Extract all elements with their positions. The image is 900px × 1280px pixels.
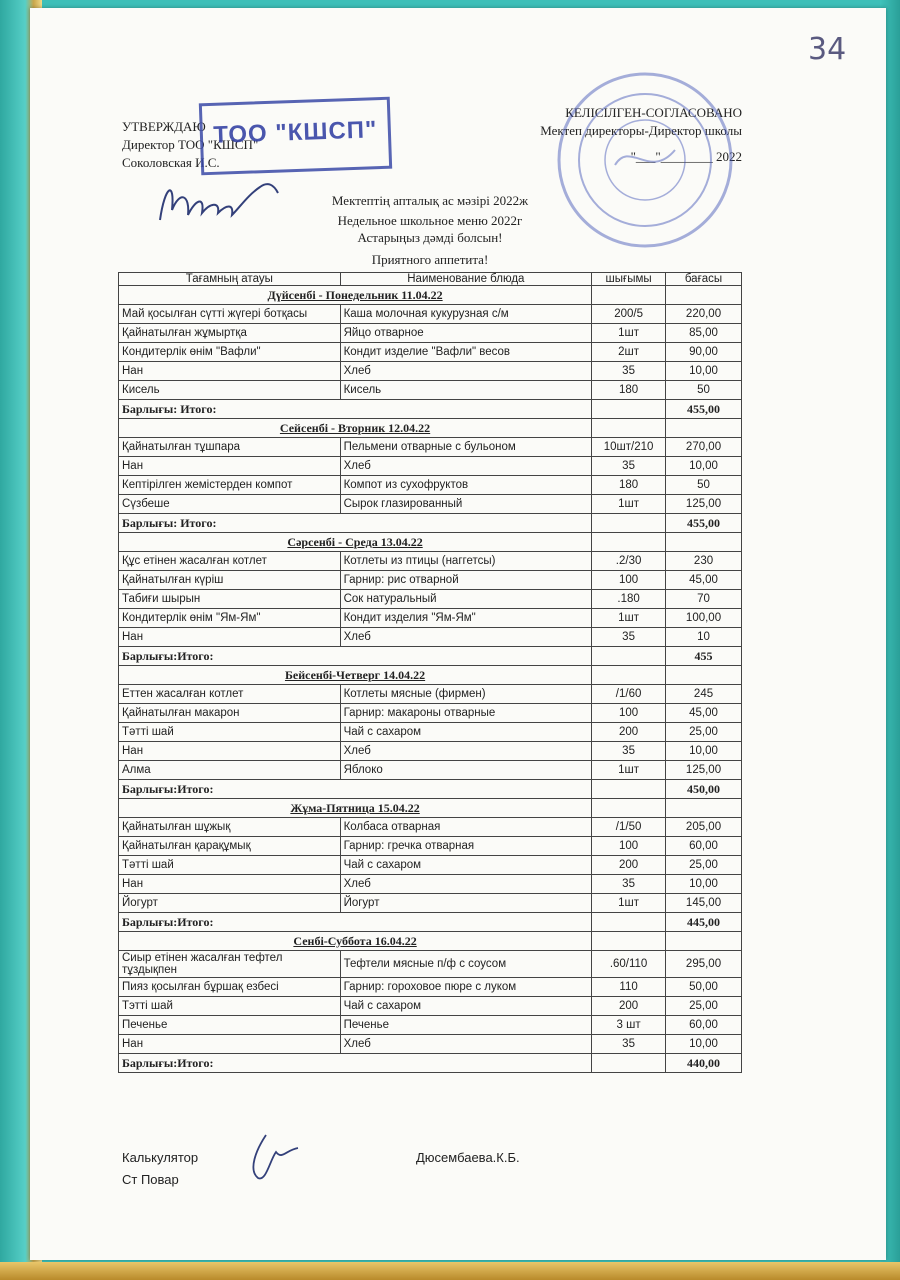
calc-label: Калькулятор — [122, 1150, 199, 1165]
dish-name-kz: Тәтті шай — [119, 723, 341, 742]
dish-price: 100,00 — [666, 609, 742, 628]
dish-name-kz: Кептірілген жемістерден компот — [119, 476, 341, 495]
empty-cell — [592, 1054, 666, 1073]
total-row — [119, 780, 742, 799]
dish-yield: 200 — [592, 997, 666, 1016]
header-name-ru: Наименование блюда — [340, 273, 592, 286]
table-row — [119, 761, 742, 780]
dish-price: 45,00 — [666, 704, 742, 723]
table-row — [119, 438, 742, 457]
dish-yield: 1шт — [592, 495, 666, 514]
dish-yield: 1шт — [592, 761, 666, 780]
dish-name-kz: Алма — [119, 761, 341, 780]
dish-price: 205,00 — [666, 818, 742, 837]
calc-name: Дюсембаева.К.Б. — [416, 1150, 520, 1165]
dish-name-ru: Хлеб — [340, 875, 592, 894]
table-row — [119, 476, 742, 495]
agreed-line-1: КЕЛІСІЛГЕН-СОГЛАСОВАНО — [565, 105, 742, 120]
table-row — [119, 685, 742, 704]
table-row — [119, 590, 742, 609]
dish-yield: 35 — [592, 362, 666, 381]
day-title: Сәрсенбі - Среда 13.04.22 — [119, 533, 592, 552]
empty-cell — [592, 780, 666, 799]
dish-name-ru: Кондит изделие "Вафли" весов — [340, 343, 592, 362]
approve-line-3: Соколовская И.С. — [122, 155, 220, 170]
dish-name-ru: Печенье — [340, 1016, 592, 1035]
dish-name-ru: Компот из сухофруктов — [340, 476, 592, 495]
day-header-row — [119, 666, 742, 685]
table-row — [119, 875, 742, 894]
table-header-row — [119, 273, 742, 286]
dish-yield: 200/5 — [592, 305, 666, 324]
dish-name-ru: Кисель — [340, 381, 592, 400]
dish-price: 270,00 — [666, 438, 742, 457]
dish-name-kz: Қайнатылған шұжық — [119, 818, 341, 837]
empty-cell — [666, 533, 742, 552]
dish-name-ru: Чай с сахаром — [340, 723, 592, 742]
dish-price: 125,00 — [666, 495, 742, 514]
frame-bottom — [0, 1262, 900, 1280]
day-header-row — [119, 533, 742, 552]
dish-yield: 35 — [592, 628, 666, 647]
dish-yield: .180 — [592, 590, 666, 609]
dish-name-kz: Йогурт — [119, 894, 341, 913]
wish-ru: Приятного аппетита! — [371, 252, 489, 267]
total-label: Барлығы:Итого: — [119, 647, 592, 666]
empty-cell — [666, 286, 742, 305]
table-row — [119, 381, 742, 400]
dish-name-ru: Хлеб — [340, 1035, 592, 1054]
approve-line-1: УТВЕРЖДАЮ — [122, 119, 206, 134]
dish-yield: .60/110 — [592, 951, 666, 978]
dish-name-kz: Қайнатылған макарон — [119, 704, 341, 723]
calculator-signature — [236, 1130, 306, 1185]
dish-yield: 100 — [592, 704, 666, 723]
menu-body — [119, 286, 742, 1073]
dish-name-ru: Хлеб — [340, 742, 592, 761]
total-value: 440,00 — [666, 1054, 742, 1073]
empty-cell — [666, 799, 742, 818]
empty-cell — [592, 932, 666, 951]
day-title: Сенбі-Суббота 16.04.22 — [119, 932, 592, 951]
agreed-line-3: "___"________ 2022 — [630, 149, 742, 164]
dish-name-ru: Тефтели мясные п/ф с соусом — [340, 951, 592, 978]
dish-name-kz: Қайнатылған тұшпара — [119, 438, 341, 457]
table-row — [119, 495, 742, 514]
day-header-row — [119, 932, 742, 951]
dish-price: 10,00 — [666, 875, 742, 894]
dish-name-kz: Нан — [119, 875, 341, 894]
dish-yield: /1/50 — [592, 818, 666, 837]
dish-name-kz: Печенье — [119, 1016, 341, 1035]
table-row — [119, 818, 742, 837]
table-row — [119, 457, 742, 476]
dish-yield: 35 — [592, 875, 666, 894]
dish-yield: 35 — [592, 742, 666, 761]
dish-name-kz: Қайнатылған қарақұмық — [119, 837, 341, 856]
dish-name-ru: Колбаса отварная — [340, 818, 592, 837]
dish-price: 220,00 — [666, 305, 742, 324]
dish-name-kz: Нан — [119, 742, 341, 761]
page-number: 34 — [808, 32, 847, 67]
empty-cell — [592, 799, 666, 818]
approve-line-2: Директор ТОО "КШСП" — [122, 137, 259, 152]
dish-price: 10,00 — [666, 742, 742, 761]
table-row — [119, 997, 742, 1016]
dish-yield: 180 — [592, 476, 666, 495]
dish-name-kz: Пияз қосылған бұршақ езбесі — [119, 978, 341, 997]
dish-name-kz: Сиыр етінен жасалған тефтел тұздықпен — [119, 951, 341, 978]
day-header-row — [119, 419, 742, 438]
dish-price: 145,00 — [666, 894, 742, 913]
total-label: Барлығы:Итого: — [119, 780, 592, 799]
dish-price: 70 — [666, 590, 742, 609]
total-row — [119, 913, 742, 932]
empty-cell — [592, 286, 666, 305]
total-value: 450,00 — [666, 780, 742, 799]
dish-name-kz: Нан — [119, 457, 341, 476]
dish-name-ru: Гарнир: рис отварной — [340, 571, 592, 590]
agreed-line-2: Мектеп директоры-Директор школы — [540, 123, 742, 138]
table-row — [119, 609, 742, 628]
dish-price: 60,00 — [666, 1016, 742, 1035]
company-stamp-text: ТОО "КШСП" — [212, 116, 378, 149]
empty-cell — [592, 647, 666, 666]
total-value: 455,00 — [666, 400, 742, 419]
dish-price: 25,00 — [666, 997, 742, 1016]
table-row — [119, 1016, 742, 1035]
total-value: 455,00 — [666, 514, 742, 533]
day-title: Бейсенбі-Четверг 14.04.22 — [119, 666, 592, 685]
dish-price: 90,00 — [666, 343, 742, 362]
total-label: Барлығы: Итого: — [119, 400, 592, 419]
dish-name-kz: Сүзбеше — [119, 495, 341, 514]
day-title: Дүйсенбі - Понедельник 11.04.22 — [119, 286, 592, 305]
dish-yield: 100 — [592, 571, 666, 590]
day-title: Сейсенбі - Вторник 12.04.22 — [119, 419, 592, 438]
empty-cell — [592, 419, 666, 438]
table-row — [119, 704, 742, 723]
total-label: Барлығы:Итого: — [119, 1054, 592, 1073]
dish-price: 230 — [666, 552, 742, 571]
dish-yield: 1шт — [592, 324, 666, 343]
dish-name-ru: Хлеб — [340, 457, 592, 476]
dish-name-kz: Май қосылған сүтті жүгері ботқасы — [119, 305, 341, 324]
empty-cell — [666, 419, 742, 438]
empty-cell — [666, 666, 742, 685]
title-ru: Недельное школьное меню 2022г — [337, 213, 523, 228]
dish-name-kz: Қайнатылған жұмыртқа — [119, 324, 341, 343]
dish-name-kz: Нан — [119, 1035, 341, 1054]
table-row — [119, 343, 742, 362]
table-row — [119, 894, 742, 913]
total-label: Барлығы: Итого: — [119, 514, 592, 533]
dish-name-kz: Кондитерлік өнім "Ям-Ям" — [119, 609, 341, 628]
dish-name-kz: Құс етінен жасалған котлет — [119, 552, 341, 571]
table-row — [119, 552, 742, 571]
dish-name-ru: Гарнир: гречка отварная — [340, 837, 592, 856]
empty-cell — [592, 533, 666, 552]
school-seal — [555, 70, 735, 250]
dish-price: 25,00 — [666, 723, 742, 742]
table-row — [119, 723, 742, 742]
dish-price: 125,00 — [666, 761, 742, 780]
dish-name-ru: Котлеты из птицы (наггетсы) — [340, 552, 592, 571]
wish-kz: Астарыңыз дәмді болсын! — [357, 230, 503, 245]
title-kz: Мектептің апталық ас мәзірі 2022ж — [331, 193, 529, 208]
total-row — [119, 514, 742, 533]
dish-yield: 200 — [592, 856, 666, 875]
total-row — [119, 400, 742, 419]
dish-price: 50 — [666, 476, 742, 495]
table-row — [119, 978, 742, 997]
dish-name-ru: Яблоко — [340, 761, 592, 780]
dish-name-ru: Йогурт — [340, 894, 592, 913]
dish-price: 295,00 — [666, 951, 742, 978]
dish-name-ru: Чай с сахаром — [340, 856, 592, 875]
header-yield: шығымы — [592, 273, 666, 286]
dish-name-ru: Гарнир: гороховое пюре с луком — [340, 978, 592, 997]
day-header-row — [119, 799, 742, 818]
dish-yield: 1шт — [592, 894, 666, 913]
table-row — [119, 742, 742, 761]
dish-name-ru: Сок натуральный — [340, 590, 592, 609]
dish-price: 245 — [666, 685, 742, 704]
dish-name-kz: Еттен жасалған котлет — [119, 685, 341, 704]
dish-price: 10,00 — [666, 362, 742, 381]
dish-name-ru: Каша молочная кукурузная с/м — [340, 305, 592, 324]
table-row — [119, 571, 742, 590]
total-value: 445,00 — [666, 913, 742, 932]
total-row — [119, 647, 742, 666]
dish-yield: 1шт — [592, 609, 666, 628]
dish-name-ru: Яйцо отварное — [340, 324, 592, 343]
cook-label: Ст Повар — [122, 1172, 179, 1187]
total-label: Барлығы:Итого: — [119, 913, 592, 932]
dish-price: 45,00 — [666, 571, 742, 590]
dish-price: 60,00 — [666, 837, 742, 856]
dish-name-kz: Тәтті шай — [119, 856, 341, 875]
dish-name-ru: Гарнир: макароны отварные — [340, 704, 592, 723]
menu-table — [118, 272, 742, 1073]
dish-name-kz: Кондитерлік өнім "Вафли" — [119, 343, 341, 362]
dish-yield: 110 — [592, 978, 666, 997]
table-row — [119, 951, 742, 978]
dish-yield: 35 — [592, 457, 666, 476]
dish-name-kz: Нан — [119, 628, 341, 647]
dish-name-kz: Нан — [119, 362, 341, 381]
empty-cell — [592, 913, 666, 932]
table-row — [119, 628, 742, 647]
dish-price: 10,00 — [666, 457, 742, 476]
table-row — [119, 837, 742, 856]
dish-name-ru: Пельмени отварные с бульоном — [340, 438, 592, 457]
company-stamp — [199, 97, 392, 176]
dish-name-ru: Котлеты мясные (фирмен) — [340, 685, 592, 704]
empty-cell — [592, 514, 666, 533]
empty-cell — [666, 932, 742, 951]
dish-yield: 35 — [592, 1035, 666, 1054]
dish-name-ru: Хлеб — [340, 362, 592, 381]
table-row — [119, 856, 742, 875]
dish-name-ru: Сырок глазированный — [340, 495, 592, 514]
dish-name-ru: Кондит изделия "Ям-Ям" — [340, 609, 592, 628]
day-header-row — [119, 286, 742, 305]
header-name-kz: Тағамның атауы — [119, 273, 341, 286]
dish-yield: 200 — [592, 723, 666, 742]
dish-price: 50 — [666, 381, 742, 400]
dish-yield: 2шт — [592, 343, 666, 362]
dish-name-kz: Кисель — [119, 381, 341, 400]
empty-cell — [592, 400, 666, 419]
total-value: 455 — [666, 647, 742, 666]
dish-price: 50,00 — [666, 978, 742, 997]
dish-price: 10 — [666, 628, 742, 647]
dish-price: 10,00 — [666, 1035, 742, 1054]
dish-price: 25,00 — [666, 856, 742, 875]
table-row — [119, 324, 742, 343]
dish-name-ru: Хлеб — [340, 628, 592, 647]
table-row — [119, 1035, 742, 1054]
dish-yield: .2/30 — [592, 552, 666, 571]
dish-yield: /1/60 — [592, 685, 666, 704]
dish-name-kz: Қайнатылған күріш — [119, 571, 341, 590]
dish-name-kz: Табиғи шырын — [119, 590, 341, 609]
dish-yield: 10шт/210 — [592, 438, 666, 457]
dish-name-ru: Чай с сахаром — [340, 997, 592, 1016]
dish-yield: 3 шт — [592, 1016, 666, 1035]
dish-yield: 180 — [592, 381, 666, 400]
table-row — [119, 305, 742, 324]
director-signature — [150, 165, 290, 235]
day-title: Жұма-Пятница 15.04.22 — [119, 799, 592, 818]
dish-price: 85,00 — [666, 324, 742, 343]
empty-cell — [592, 666, 666, 685]
dish-yield: 100 — [592, 837, 666, 856]
dish-name-kz: Тэтті шай — [119, 997, 341, 1016]
header-price: бағасы — [666, 273, 742, 286]
total-row — [119, 1054, 742, 1073]
table-row — [119, 362, 742, 381]
